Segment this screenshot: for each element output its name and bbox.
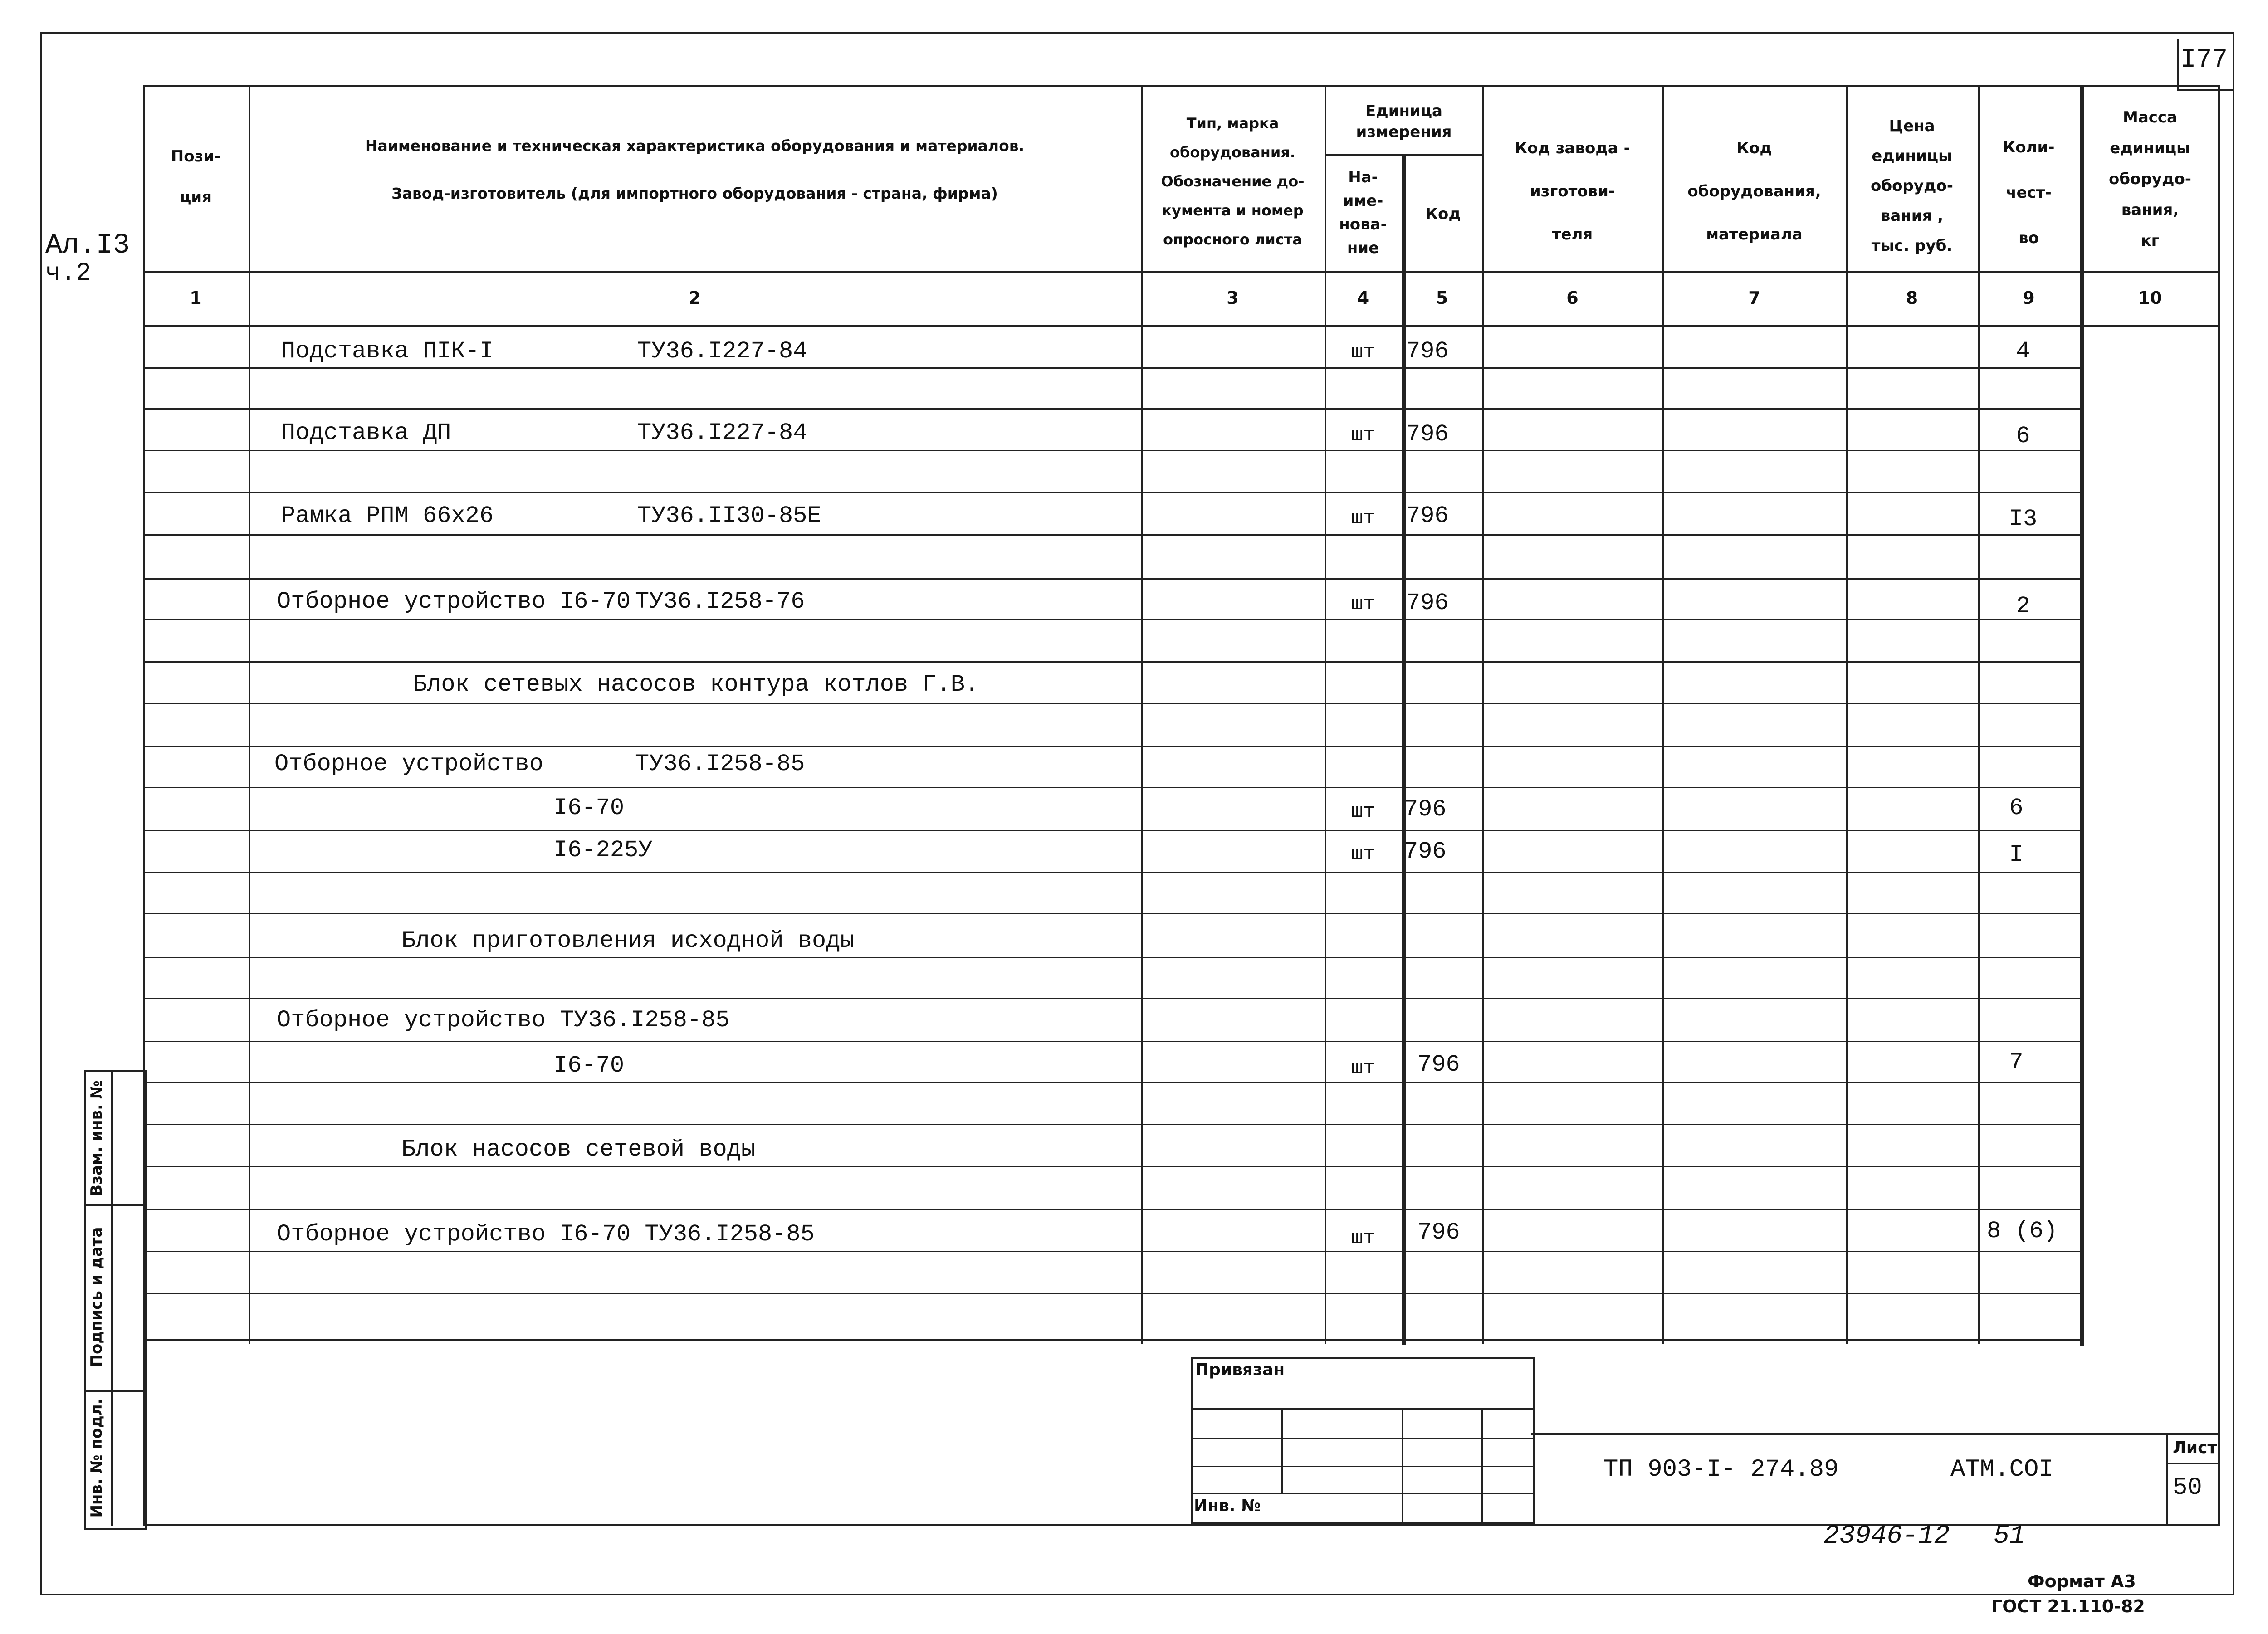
row-6-doc: ТУ36.I258-85 [635, 751, 805, 777]
header-unit-l1: Единица [1365, 102, 1442, 120]
row-4-unit: шт [1351, 593, 1375, 615]
header-unit-name-l1: На- [1348, 168, 1378, 186]
header-equipment-code-l3: материала [1706, 225, 1803, 244]
header-price-l1: Цена [1889, 117, 1935, 135]
header-position-l2: ция [180, 188, 212, 206]
row-7-code: 796 [1404, 796, 1447, 823]
row-8-qty: I [2009, 841, 2024, 868]
title-block-top-line [1531, 1433, 2218, 1435]
left-stamp-divider [111, 1070, 113, 1526]
row-8-sub: I6-225У [553, 837, 653, 863]
row-line [143, 661, 2082, 663]
left-stamp-replaced-inv: Взам. инв. № [88, 1080, 106, 1196]
row-2-code: 796 [1406, 421, 1449, 448]
colnum-1: 1 [190, 288, 202, 308]
header-price-l3: оборудо- [1871, 177, 1953, 195]
colnum-5: 5 [1436, 288, 1448, 308]
header-factory-code [1482, 127, 1662, 256]
row-1-code: 796 [1406, 338, 1449, 365]
sheet-box-mid [2166, 1463, 2220, 1464]
privyazan-label: Привязан [1195, 1361, 1285, 1379]
colnum-9: 9 [2023, 288, 2035, 308]
header-type-l5: опросного листа [1163, 231, 1302, 248]
colnum-4: 4 [1357, 288, 1369, 308]
document-code: АТМ.СОI [1950, 1456, 2053, 1483]
row-line [143, 957, 2082, 958]
header-position [143, 136, 249, 218]
row-line [143, 450, 2082, 451]
col-sep-9 [2080, 85, 2084, 1346]
header-type [1141, 109, 1325, 254]
colnum-6: 6 [1566, 288, 1579, 308]
row-line [143, 1124, 2082, 1125]
outer-frame [40, 32, 2234, 1595]
left-stamp-signature-date: Подпись и дата [88, 1227, 106, 1367]
header-name-line2: Завод-изготовитель (для импортного оборудования - страна, фирма) [391, 185, 998, 202]
row-line [143, 1251, 2082, 1252]
col-sep-8 [1978, 85, 1980, 1344]
header-quantity [1978, 125, 2080, 261]
header-unit-name-l2: име- [1343, 192, 1383, 210]
colnum-2: 2 [689, 288, 701, 308]
header-type-l4: кумента и номер [1162, 202, 1304, 219]
row-3-code: 796 [1406, 502, 1449, 529]
section-1-title: Блок сетевых насосов контура котлов Г.В. [413, 671, 979, 698]
header-factory-code-l2: изготови- [1530, 182, 1615, 200]
row-4-qty: 2 [2016, 593, 2030, 619]
col-sep-2 [1141, 85, 1143, 1344]
row-11-code: 796 [1418, 1051, 1460, 1078]
row-8-code: 796 [1404, 838, 1447, 865]
row-line [143, 1166, 2082, 1167]
header-unit-name [1325, 166, 1402, 260]
header-equipment-code-l1: Код [1736, 139, 1772, 157]
row-2-qty: 6 [2016, 423, 2030, 449]
header-mass-l5: кг [2141, 232, 2160, 250]
header-name-line1: Наименование и техническая характеристика оборудования и материалов. [365, 137, 1025, 155]
row-line [143, 619, 2082, 620]
unit-subheader-line [1325, 154, 1483, 156]
row-line [143, 872, 2082, 873]
header-equipment-code [1662, 127, 1846, 256]
row-7-sub: I6-70 [553, 795, 625, 821]
header-unit-l2: измерения [1356, 123, 1452, 141]
body-bottom-line [143, 1339, 2082, 1341]
section-2-title: Блок приготовления исходной воды [401, 927, 855, 954]
inv-number-label: Инв. № [1194, 1497, 1261, 1515]
row-11-sub: I6-70 [553, 1052, 625, 1079]
left-stamp-inv-original: Инв. № подл. [88, 1398, 106, 1518]
row-4-doc: ТУ36.I258-76 [635, 588, 805, 615]
header-unit [1325, 101, 1483, 142]
page-number: I77 [2180, 45, 2228, 75]
header-price-l5: тыс. руб. [1871, 237, 1953, 255]
header-factory-code-l1: Код завода - [1515, 139, 1630, 157]
row-2-doc: ТУ36.I227-84 [637, 419, 807, 446]
row-line [143, 746, 2082, 747]
header-mass [2082, 102, 2218, 256]
header-unit-name-l3: нова- [1339, 215, 1387, 234]
row-3-name: Рамка РПМ 66х26 [281, 502, 494, 529]
row-3-qty: I3 [2009, 506, 2038, 532]
header-equipment-code-l2: оборудования, [1687, 182, 1821, 200]
row-1-unit: шт [1351, 341, 1375, 364]
row-7-unit: шт [1351, 800, 1375, 823]
side-label-part: ч.2 [45, 259, 91, 288]
row-line [143, 1293, 2082, 1294]
row-13-qty: 8 (6) [1987, 1218, 2058, 1244]
header-mass-l1: Масса [2122, 108, 2178, 127]
table-top-line [143, 85, 2220, 87]
colnum-7: 7 [1748, 288, 1760, 308]
header-unit-code: Код [1425, 205, 1461, 223]
row-7-qty: 6 [2009, 795, 2024, 821]
row-line [143, 492, 2082, 493]
row-line [143, 1209, 2082, 1210]
header-price [1846, 111, 1978, 261]
row-11-unit: шт [1351, 1057, 1375, 1079]
privyazan-vline-2 [1402, 1408, 1403, 1522]
colnum-8: 8 [1906, 288, 1918, 308]
header-factory-code-l3: теля [1552, 225, 1593, 244]
table-right-line [2218, 85, 2220, 1525]
row-line [143, 703, 2082, 704]
archive-number: 23946-12 [1823, 1522, 1950, 1551]
format-label: Формат А3 [2028, 1571, 2136, 1591]
row-2-unit: шт [1351, 424, 1375, 447]
row-3-unit: шт [1351, 507, 1375, 530]
row-1-qty: 4 [2016, 338, 2030, 365]
row-line [143, 830, 2082, 831]
row-line [143, 913, 2082, 914]
row-4-code: 796 [1406, 590, 1449, 616]
col-sep-5 [1482, 85, 1484, 1344]
column-number-row-line [143, 325, 2220, 327]
row-13-code: 796 [1418, 1219, 1460, 1246]
privyazan-vline-1 [1281, 1408, 1283, 1494]
row-8-unit: шт [1351, 843, 1375, 865]
header-bottom-line [143, 271, 2220, 273]
header-type-l1: Тип, марка [1186, 115, 1279, 132]
header-mass-l3: оборудо- [2109, 170, 2191, 188]
sheet-label: Лист [2173, 1439, 2217, 1457]
row-1-doc: ТУ36.I227-84 [637, 338, 807, 365]
row-line [143, 1082, 2082, 1083]
header-mass-l4: вания, [2121, 201, 2179, 219]
side-label-album: Ал.I3 [45, 229, 130, 261]
col-sep-3 [1325, 85, 1326, 1344]
row-line [143, 787, 2082, 788]
row-13-name: Отборное устройство I6-70 ТУ36.I258-85 [277, 1221, 815, 1248]
col-sep-1 [249, 85, 250, 1344]
header-unit-name-l4: ние [1347, 239, 1379, 257]
row-line [143, 1041, 2082, 1042]
privyazan-vline-3 [1481, 1408, 1483, 1522]
row-4-name: Отборное устройство I6-70 [277, 588, 631, 615]
sheet-number: 50 [2173, 1474, 2202, 1502]
header-mass-l2: единицы [2110, 139, 2190, 157]
row-11-qty: 7 [2009, 1049, 2024, 1076]
colnum-3: 3 [1227, 288, 1239, 308]
header-quantity-l2: чест- [2006, 184, 2052, 202]
row-13-unit: шт [1351, 1227, 1375, 1249]
archive-page: 51 [1994, 1522, 2025, 1551]
row-1-name: Подставка ПIК-I [281, 338, 494, 365]
header-quantity-l3: во [2019, 229, 2039, 247]
header-position-l1: Пози- [171, 147, 221, 166]
row-line [143, 998, 2082, 999]
row-2-name: Подставка ДП [281, 419, 451, 446]
header-type-l3: Обозначение до- [1161, 173, 1305, 190]
row-6-name: Отборное устройство [274, 751, 543, 777]
section-3-title: Блок насосов сетевой воды [401, 1136, 756, 1163]
row-line [143, 534, 2082, 536]
project-number: ТП 903-I- 274.89 [1603, 1456, 1839, 1483]
header-price-l4: вания , [1880, 207, 1944, 225]
header-quantity-l1: Коли- [2003, 138, 2055, 156]
row-3-doc: ТУ36.II30-85Е [637, 502, 821, 529]
row-line [143, 408, 2082, 410]
gost-label: ГОСТ 21.110-82 [1991, 1596, 2145, 1616]
row-line [143, 578, 2082, 580]
col-sep-7 [1846, 85, 1848, 1344]
row-10-name: Отборное устройство ТУ36.I258-85 [277, 1007, 730, 1034]
header-price-l2: единицы [1872, 147, 1952, 165]
col-sep-6 [1662, 85, 1664, 1344]
row-line [143, 367, 2082, 369]
sheet-box-left [2166, 1433, 2168, 1524]
header-type-l2: оборудования. [1170, 144, 1295, 161]
colnum-10: 10 [2138, 288, 2162, 308]
